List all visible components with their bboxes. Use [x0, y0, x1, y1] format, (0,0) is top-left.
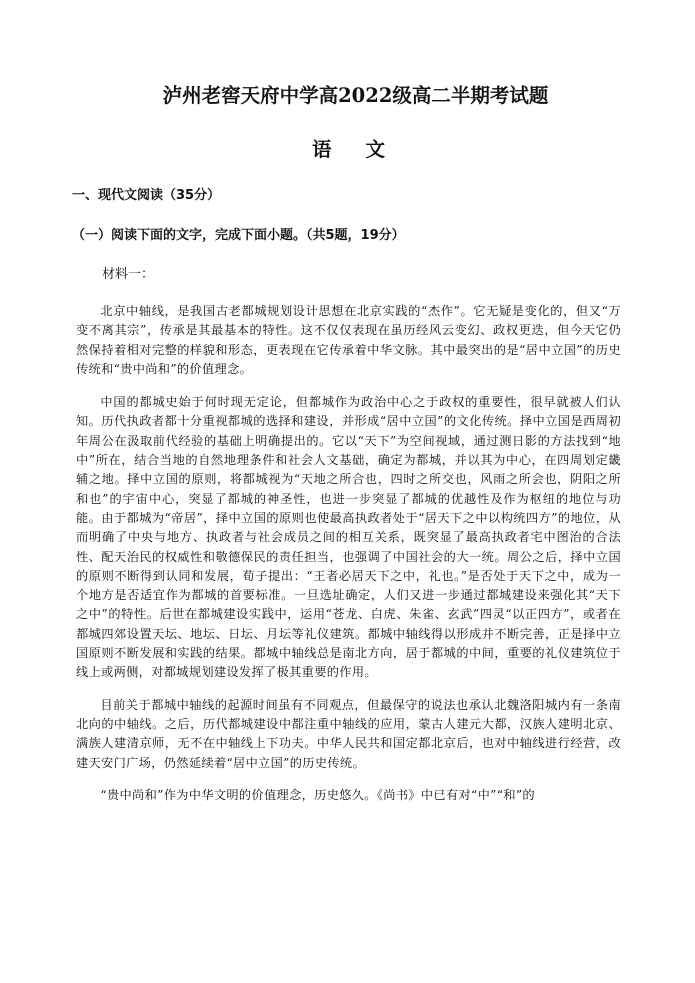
section-heading-modern-reading: 一、现代文阅读（35分）: [72, 188, 221, 203]
paragraph: 中国的都城史始于何时现无定论，但都城作为政治中心之于政权的重要性，很早就被人们认知。历代执政者都十分重视都城的选择和建设，并形成“居中立国”的文化传统。择中立国是西周初年周公在汲取前代经验的基础上明确提出的。它以“天下”为空间视域，通过测日影的方法找到“地中”所在，结合当地的自然地理条件和社会人文基础，确定为都城，并以其为中心，在四周划定畿辅之地。择中立国的原则，将都城视为“天地之所合也，四时之所交也，风雨之所会也，阴阳之所和也”的宇宙中心，突显了都城的神圣性，也进一步突显了都城的优越性及作为枢纽的地位与功能。由于都城为“帝居”，择中立国的原则也使最高执政者处于“居天下之中以构统四方”的地位，从而明确了中央与地方、执政者与社会成员之间的相互关系，既突显了最高执政者宅中图治的合法性、配天治民的权威性和敬德保民的责任担当，也强调了中国社会的大一统。周公之后，择中立国的原则不断得到认同和发展，荀子提出：“王者必居天下之中，礼也。”是否处于天下之中，成为一个地方是否适宜作为都城的首要标准。一旦选址确定，人们又进一步通过都城建设来强化其“天下之中”的特性。后世在都城建设实践中，运用“苍龙、白虎、朱雀、玄武”四灵“以正四方”，或者在都城四郊设置天坛、地坛、日坛、月坛等礼仪建筑。都城中轴线得以形成并不断完善，正是择中立国原则不断发展和实践的结果。都城中轴线总是南北方向，居于都城的中间，重要的礼仪建筑位于线上或两侧，对都城规划建设发挥了极其重要的作用。: [76, 395, 621, 680]
material-label: 材料一：: [102, 267, 155, 282]
exam-title: 泸州老窖天府中学高2022级高二半期考试题: [162, 84, 549, 107]
subject-char-right: 文: [365, 138, 386, 161]
paragraph: 北京中轴线，是我国古老都城规划设计思想在北京实践的“杰作”。它无疑是变化的，但又“万变不离其宗”，传承是其最基本的特性。这不仅仅表现在虽历经风云变幻、政权更迭，但今天它仍然保持着相对完整的样貌和形态，更表现在它传承着中华文脉。其中最突出的是“居中立国”的历史传统和“贵中尚和”的价值理念。: [76, 304, 621, 376]
paragraph: 目前关于都城中轴线的起源时间虽有不同观点，但最保守的说法也承认北魏洛阳城内有一条南北向的中轴线。之后，历代都城建设中都注重中轴线的应用，蒙古人建元大都，汉族人建明北京、满族人建清京师，无不在中轴线上下功夫。中华人民共和国定都北京后，也对中轴线进行经营，改建天安门广场，仍然延续着“居中立国”的历史传统。: [76, 697, 621, 770]
section-heading-instructions: （一）阅读下面的文字，完成下面小题。（共5题，19分）: [72, 228, 405, 243]
paragraph: “贵中尚和”作为中华文明的价值理念，历史悠久。《尚书》中已有对“中”“和”的: [100, 787, 535, 802]
subject-char-left: 语: [311, 138, 332, 161]
subject-heading: [76, 138, 621, 162]
